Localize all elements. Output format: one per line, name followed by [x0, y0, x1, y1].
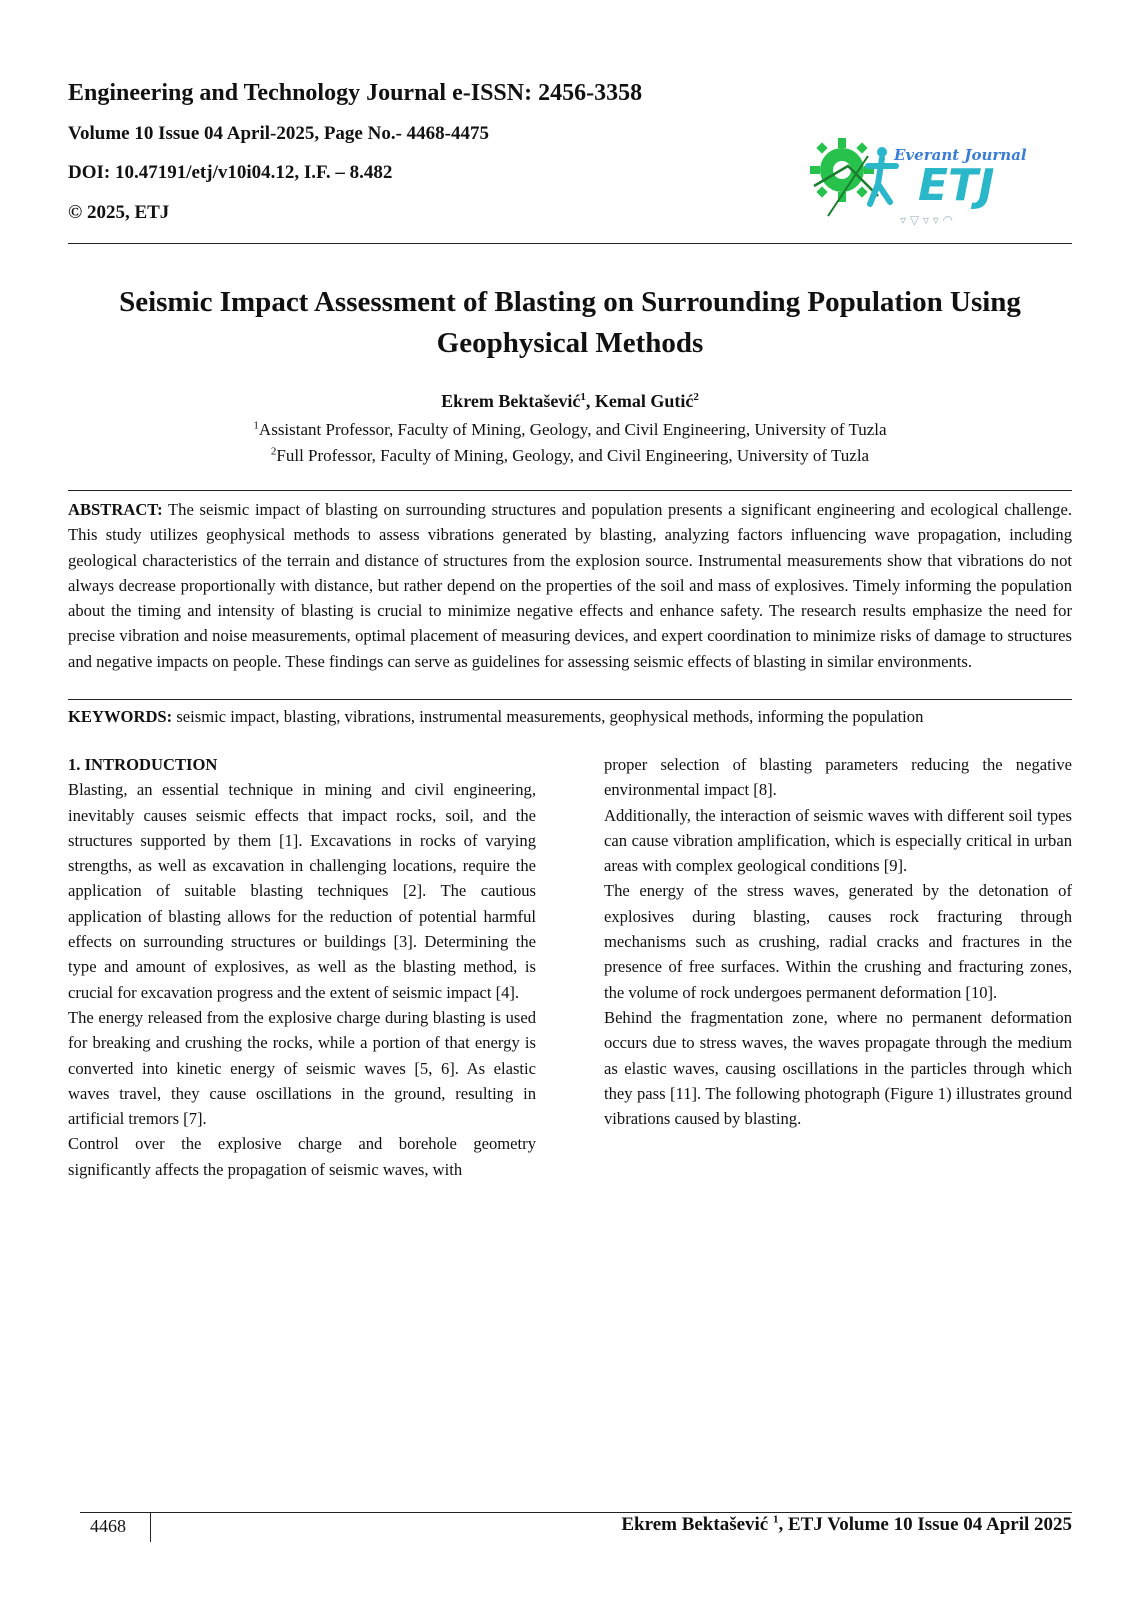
author-2: Kemal Gutić — [594, 391, 694, 411]
paragraph: Blasting, an essential technique in mining and civil engineering, inevitably causes seismic effects that impact rocks, soil, and the structures supported by them [1]. Excavations in rocks of varying strengths, as well as excavation in challenging locations, require the application of suitable blasting techniques [2]. The cautious application of blasting allows for the reduction of potential harmful effects on surrounding structures or buildings [3]. Determining the type and amount of explosives, as well as the blasting method, is crucial for excavation progress and the extent of seismic impact [4]. — [68, 780, 536, 1002]
affiliation-2: $^2$Full Professor, Faculty of Mining, Geology, and Civil Engineering, University of Tuzla — [270, 445, 870, 465]
section-heading: 1. INTRODUCTION — [68, 755, 218, 774]
logo-text-top: Everant Journal — [894, 146, 1027, 164]
paragraph: Control over the explosive charge and borehole geometry significantly affects the propagation of seismic waves, with — [68, 1134, 536, 1179]
figure-icon — [868, 147, 896, 204]
doi-info: DOI: 10.47191/etj/v10i04.12, I.F. – 8.482 — [68, 162, 393, 183]
paper-title: Seismic Impact Assessment of Blasting on Surrounding Population Using Geophysical Methods — [119, 286, 1021, 359]
keywords-text: seismic impact, blasting, vibrations, instrumental measurements, geophysical methods, informing the population — [172, 707, 924, 726]
abstract-text: The seismic impact of blasting on surrounding structures and population presents a significant engineering and ecological challenge. This study utilizes geophysical methods to assess vibrations generated by blasting, analyzing factors influencing wave propagation, including geological characteristics of the terrain and distance of structures from the explosion source. Instrumental measurements show that vibrations do not always decrease proportionally with distance, but rather depend on the properties of the soil and mass of explosives. Timely informing the population about the timing and intensity of blasting is crucial to minimize negative effects and enhance safety. The research results emphasize the need for precise vibration and noise measurements, optimal placement of measuring devices, and expert coordination to minimize risks of damage to structures and negative impacts on people. These findings can serve as guidelines for assessing seismic effects of blasting in similar environments. — [68, 500, 1072, 671]
keywords-label: KEYWORDS: — [68, 707, 173, 726]
right-column — [604, 752, 1072, 1131]
volume-info: Volume 10 Issue 04 April-2025, Page No.- 4468-4475 — [68, 123, 489, 144]
paragraph: The energy of the stress waves, generated by the detonation of explosives during blasting, causes rock fracturing through mechanisms such as crushing, radial cracks and fractures in the presence of free surfaces. Within the crushing and fracturing zones, the volume of rock undergoes permanent deformation [10]. — [604, 881, 1072, 1002]
author-2-sup: 2 — [693, 391, 699, 403]
paragraph: Behind the fragmentation zone, where no permanent deformation occurs due to stress waves, the waves propagate through the medium as elastic waves, causing oscillations in the particles through which they pass [11]. The following photograph (Figure 1) illustrates ground vibrations caused by blasting. — [604, 1007, 1072, 1129]
affiliation-1: $^1$Assistant Professor, Faculty of Mining, Geology, and Civil Engineering, University of Tuzla — [253, 419, 887, 439]
author-1: Ekrem Bektašević — [441, 391, 581, 411]
footer-separator — [150, 1512, 151, 1542]
header-divider — [68, 243, 1072, 244]
keywords — [68, 705, 1072, 729]
journal-title: Engineering and Technology Journal e-ISSN: 2456-3358 — [68, 80, 643, 106]
author-1-sup: 1 — [580, 391, 586, 403]
abstract-label: ABSTRACT: — [68, 500, 163, 519]
copyright: © 2025, ETJ — [68, 202, 170, 223]
paragraph: proper selection of blasting parameters reducing the negative environmental impact [8]. — [604, 755, 1072, 800]
author-line: Ekrem Bektašević$^1$, Kemal Gutić$^2$ — [441, 391, 699, 411]
footer-citation: Ekrem Bektašević $^1$, ETJ Volume 10 Issue 04 April 2025 — [621, 1513, 1072, 1535]
svg-text:▿ ▽ ▿ ▿ ◠: ▿ ▽ ▿ ▿ ◠ — [900, 213, 954, 227]
footer-rule — [80, 1512, 1072, 1513]
logo-text-main: ETJ — [918, 160, 995, 211]
paragraph: Additionally, the interaction of seismic waves with different soil types can cause vibration amplification, which is especially critical in urban areas with complex geological conditions [9]. — [604, 805, 1072, 876]
abstract — [68, 497, 1072, 674]
etj-logo — [808, 126, 1028, 230]
left-column — [68, 752, 536, 1182]
page-number: 4468 — [90, 1516, 126, 1536]
paragraph: The energy released from the explosive charge during blasting is used for breaking and crushing the rocks, while a portion of that energy is converted into kinetic energy of seismic waves [5, 6]. As elastic waves travel, they cause oscillations in the ground, resulting in artificial tremors [7]. — [68, 1007, 536, 1129]
abstract-top-rule — [68, 490, 1072, 491]
keywords-rule — [68, 699, 1072, 700]
